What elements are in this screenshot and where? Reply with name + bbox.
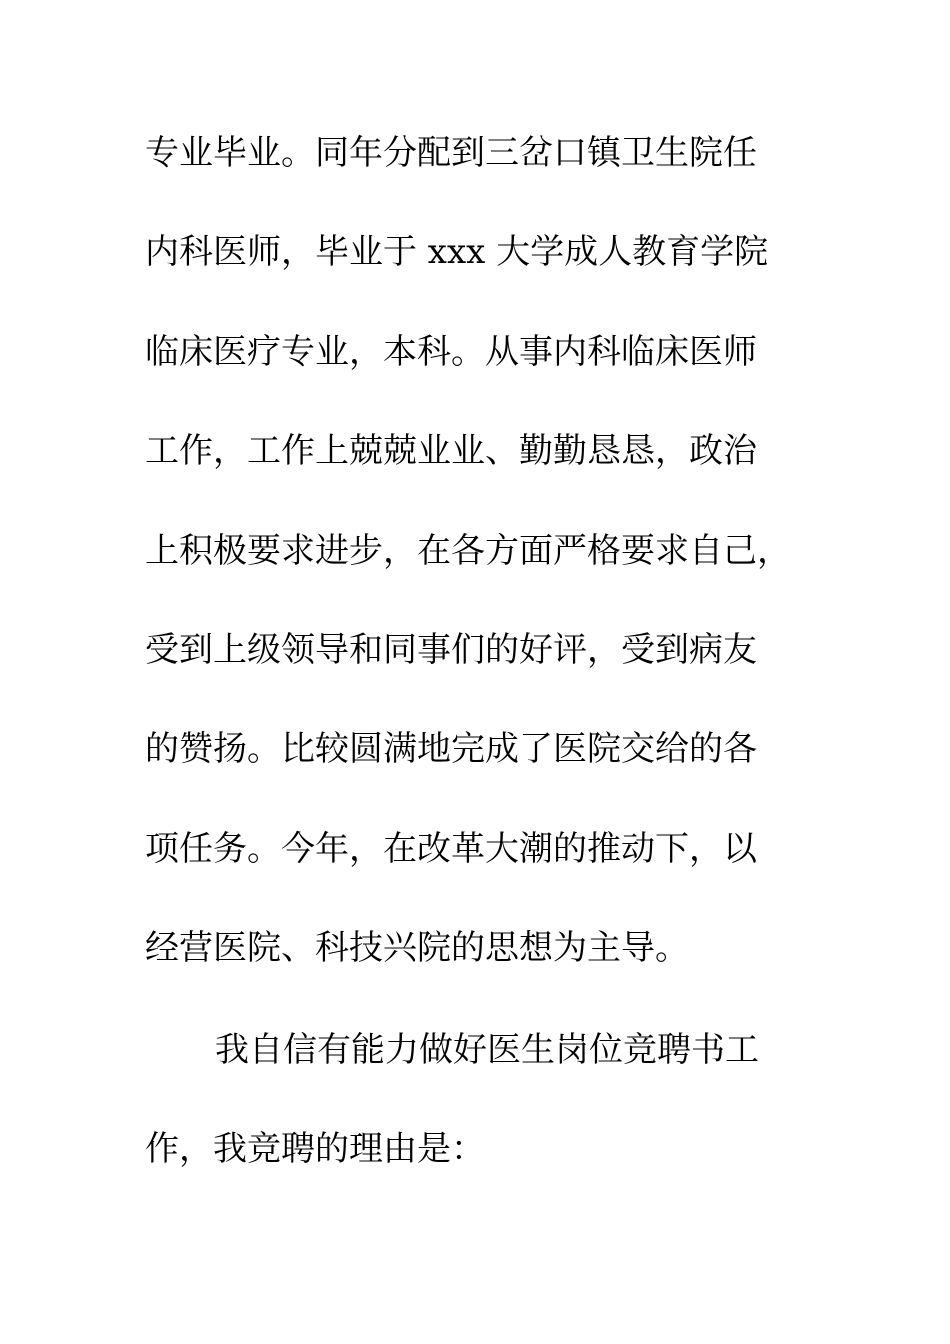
text-line: 受到上级领导和同事们的好评，受到病友 (145, 630, 757, 670)
text-line: 专业毕业。同年分配到三岔口镇卫生院任 (145, 133, 757, 173)
text-line: 经营医院、科技兴院的思想为主导。 (145, 928, 689, 968)
text-line: 临床医疗专业，本科。从事内科临床医师 (145, 332, 757, 372)
text-line: 上积极要求进步，在各方面严格要求自己， (145, 531, 791, 571)
text-line: 项任务。今年，在改革大潮的推动下，以 (145, 829, 757, 869)
text-line: 作，我竞聘的理由是： (145, 1129, 485, 1169)
text-line: 的赞扬。比较圆满地完成了医院交给的各 (145, 729, 757, 769)
text-line: 内科医师，毕业于 xxx 大学成人教育学院 (145, 232, 769, 272)
text-line: 工作，工作上兢兢业业、勤勤恳恳，政治 (145, 431, 757, 471)
paragraph-first-line: 我自信有能力做好医生岗位竞聘书工 (215, 1030, 759, 1070)
